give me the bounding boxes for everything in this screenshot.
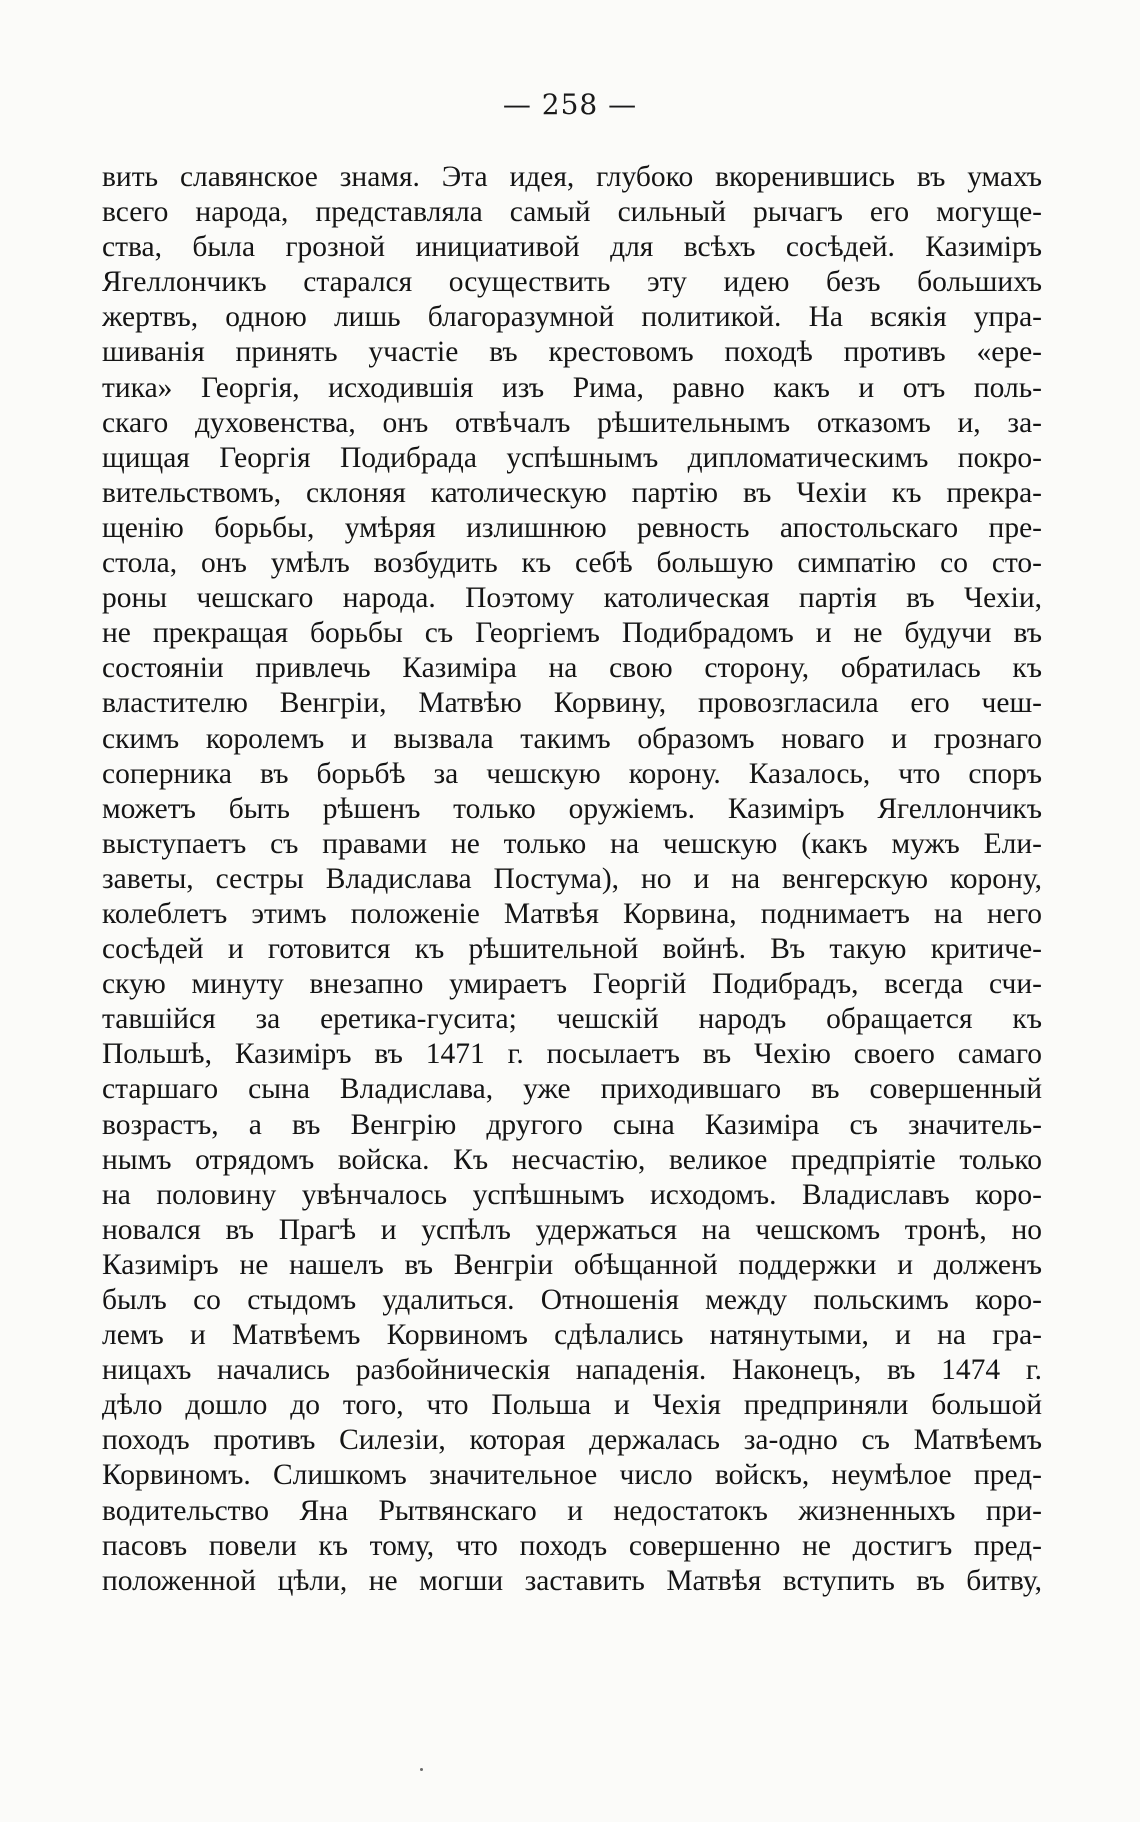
text-line: сосѣдей и готовится къ рѣшительной войнѣ. Въ такую критиче- [102, 933, 1042, 966]
text-line: властителю Венгріи, Матвѣю Корвину, провозгласила его чеш- [102, 687, 1042, 720]
text-line: скую минуту внезапно умираетъ Георгій Подибрадъ, всегда счи- [102, 968, 1042, 1001]
text-line: шиванія принять участіе въ крестовомъ походѣ противъ «ере- [102, 336, 1042, 369]
text-line: щищая Георгія Подибрада успѣшнымъ дипломатическимъ покро- [102, 441, 1042, 474]
text-line: Ягеллончикъ старался осуществить эту идею безъ большихъ [102, 266, 1042, 299]
text-line: ства, была грозной инициативой для всѣхъ сосѣдей. Казиміръ [102, 231, 1042, 264]
text-line: не прекращая борьбы съ Георгіемъ Подибрадомъ и не будучи въ [102, 617, 1042, 650]
text-line: роны чешскаго народа. Поэтому католическая партія въ Чехіи, [102, 582, 1042, 615]
text-line: Корвиномъ. Слишкомъ значительное число войскъ, неумѣлое пред- [102, 1459, 1042, 1492]
text-line: Казиміръ не нашелъ въ Венгріи обѣщанной поддержки и долженъ [102, 1248, 1042, 1281]
text-line: Польшѣ, Казиміръ въ 1471 г. посылаетъ въ Чехію своего самаго [102, 1038, 1042, 1071]
text-line: жертвъ, одною лишь благоразумной политикой. На всякія упра- [102, 301, 1042, 334]
text-line: всего народа, представляла самый сильный рычагъ его могуще- [102, 196, 1042, 229]
text-line: положенной цѣли, не могши заставить Матвѣя вступить въ битву, [102, 1564, 1042, 1597]
text-line: нымъ отрядомъ войска. Къ несчастію, великое предпріятіе только [102, 1143, 1042, 1176]
text-line: вить славянское знамя. Эта идея, глубоко вкоренившись въ умахъ [102, 161, 1042, 193]
text-line: новался въ Прагѣ и успѣлъ удержаться на чешскомъ тронѣ, но [102, 1213, 1042, 1246]
text-line: состояніи привлечь Казиміра на свою сторону, обратилась къ [102, 652, 1042, 685]
page-number: — 258 — [502, 88, 638, 121]
text-line: водительство Яна Рытвянскаго и недостатокъ жизненныхъ при- [102, 1494, 1042, 1527]
text-line: тавшійся за еретика-гусита; чешскій народъ обращается къ [102, 1003, 1042, 1036]
text-line: можетъ быть рѣшенъ только оружіемъ. Казиміръ Ягеллончикъ [102, 792, 1042, 825]
text-line: заветы, сестры Владислава Постума), но и на венгерскую корону, [102, 862, 1042, 895]
text-line: колеблетъ этимъ положеніе Матвѣя Корвина, поднимаетъ на него [102, 897, 1042, 930]
text-line: вительствомъ, склоняя католическую партію въ Чехіи къ прекра- [102, 476, 1042, 509]
text-line: старшаго сына Владислава, уже приходившаго въ совершенный [102, 1073, 1042, 1106]
text-line: скаго духовенства, онъ отвѣчалъ рѣшительнымъ отказомъ и, за- [102, 406, 1042, 439]
text-line: походъ противъ Силезіи, которая держалась за-одно съ Матвѣемъ [102, 1424, 1042, 1457]
body-text [102, 160, 1042, 1599]
text-line: лемъ и Матвѣемъ Корвиномъ сдѣлались натянутыми, и на гра- [102, 1319, 1042, 1352]
scan-speck [420, 1768, 423, 1771]
text-line: стола, онъ умѣлъ возбудить къ себѣ большую симпатію со сто- [102, 547, 1042, 580]
text-line: тика» Георгія, исходившія изъ Рима, равно какъ и отъ поль- [102, 371, 1042, 404]
text-line: соперника въ борьбѣ за чешскую корону. Казалось, что споръ [102, 757, 1042, 790]
text-line: дѣло дошло до того, что Польша и Чехія предприняли большой [102, 1389, 1042, 1422]
text-line: скимъ королемъ и вызвала такимъ образомъ новаго и грознаго [102, 722, 1042, 755]
text-line: былъ со стыдомъ удалиться. Отношенія между польскимъ коро- [102, 1284, 1042, 1316]
text-line: на половину увѣнчалось успѣшнымъ исходомъ. Владиславъ коро- [102, 1178, 1042, 1211]
text-line: возрастъ, а въ Венгрію другого сына Казиміра съ значитель- [102, 1108, 1042, 1141]
text-line: выступаетъ съ правами не только на чешскую (какъ мужъ Ели- [102, 827, 1042, 860]
text-line: щенію борьбы, умѣряя излишнюю ревность апостольскаго пре- [102, 511, 1042, 544]
text-line: ницахъ начались разбойническія нападенія. Наконецъ, въ 1474 г. [102, 1354, 1042, 1387]
text-line: пасовъ повели къ тому, что походъ совершенно не достигъ пред- [102, 1529, 1042, 1562]
